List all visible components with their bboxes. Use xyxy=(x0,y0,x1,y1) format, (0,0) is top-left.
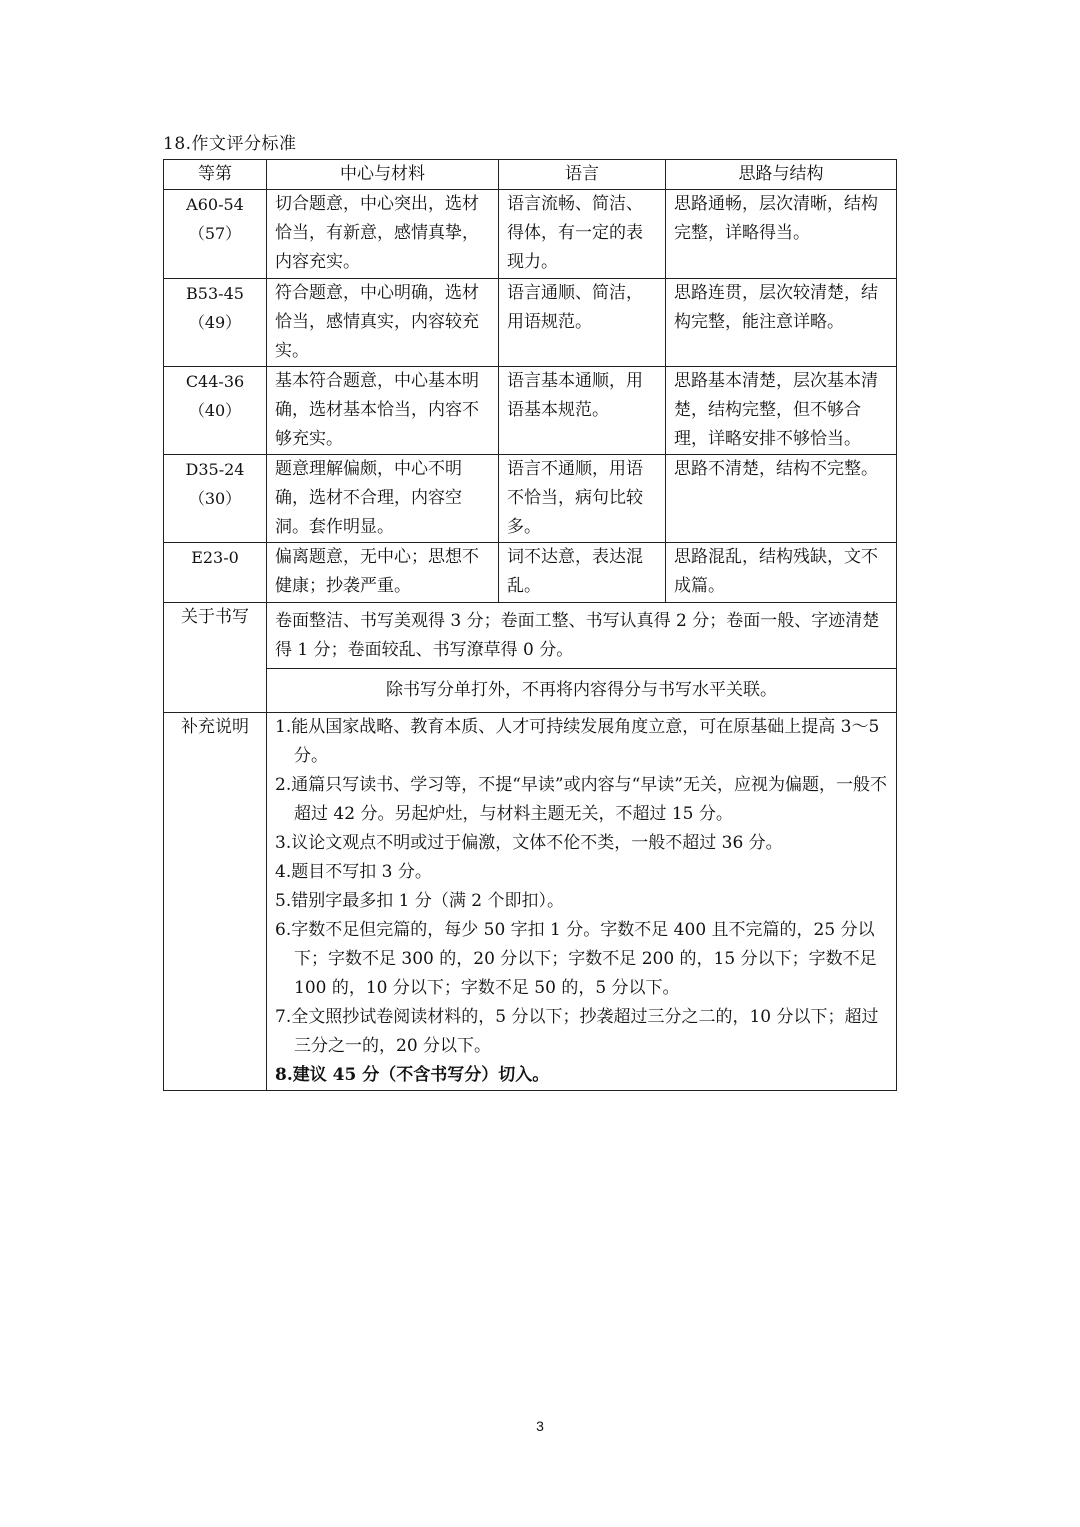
supplement-notes xyxy=(267,713,897,1091)
supplement-label: 补充说明 xyxy=(164,713,267,1091)
content-criteria: 符合题意，中心明确，选材恰当，感情真实，内容较充实。 xyxy=(267,279,499,367)
writing-rule: 卷面整洁、书写美观得 3 分；卷面工整、书写认真得 2 分；卷面一般、字迹清楚得 1 分；卷面较乱、书写潦草得 0 分。 xyxy=(267,603,897,669)
grade-level: D35-24 xyxy=(185,460,245,479)
grade-row-d xyxy=(164,455,897,543)
grade-row-a xyxy=(164,190,897,279)
content-criteria: 偏离题意，无中心；思想不健康；抄袭严重。 xyxy=(267,543,499,603)
grade-row-b xyxy=(164,279,897,367)
grade-score: （57） xyxy=(188,224,242,243)
grade-cell xyxy=(164,190,267,279)
header-grade: 等第 xyxy=(164,160,267,190)
grade-cell xyxy=(164,279,267,367)
grade-level: B53-45 xyxy=(186,284,244,303)
language-criteria: 语言通顺、简洁，用语规范。 xyxy=(499,279,666,367)
grading-table xyxy=(163,159,897,1091)
language-criteria: 语言基本通顺，用语基本规范。 xyxy=(499,367,666,455)
language-criteria: 词不达意，表达混乱。 xyxy=(499,543,666,603)
language-criteria: 语言不通顺，用语不恰当，病句比较多。 xyxy=(499,455,666,543)
grade-score: （40） xyxy=(188,401,242,420)
content-criteria: 基本符合题意，中心基本明确，选材基本恰当，内容不够充实。 xyxy=(267,367,499,455)
grade-level: E23-0 xyxy=(191,548,239,567)
grade-level: C44-36 xyxy=(185,372,245,391)
grade-cell xyxy=(164,543,267,603)
note-item: 1.能从国家战略、教育本质、人才可持续发展角度立意，可在原基础上提高 3～5 分。 xyxy=(275,717,880,766)
note-item: 8.建议 45 分（不含书写分）切入。 xyxy=(275,1065,550,1085)
grade-level: A60-54 xyxy=(186,195,244,214)
note-item: 7.全文照抄试卷阅读材料的，5 分以下；抄袭超过三分之二的，10 分以下；超过三分之一的，20 分以下。 xyxy=(275,1007,879,1056)
note-item: 2.通篇只写读书、学习等，不提“早读”或内容与“早读”无关，应视为偏题，一般不超过 42 分。另起炉灶，与材料主题无关，不超过 15 分。 xyxy=(275,775,887,824)
grade-cell xyxy=(164,455,267,543)
structure-criteria: 思路不清楚，结构不完整。 xyxy=(666,455,897,543)
content-criteria: 切合题意，中心突出，选材恰当，有新意，感情真挚，内容充实。 xyxy=(267,190,499,279)
header-language: 语言 xyxy=(499,160,666,190)
note-item: 5.错别字最多扣 1 分（满 2 个即扣）。 xyxy=(275,891,564,911)
content-criteria: 题意理解偏颇，中心不明确，选材不合理，内容空洞。套作明显。 xyxy=(267,455,499,543)
writing-note-row xyxy=(164,669,897,713)
grade-row-e xyxy=(164,543,897,603)
note-item: 3.议论文观点不明或过于偏激，文体不伦不类，一般不超过 36 分。 xyxy=(275,833,783,853)
grade-cell xyxy=(164,367,267,455)
grade-score: （49） xyxy=(188,313,242,332)
structure-criteria: 思路基本清楚，层次基本清楚，结构完整，但不够合理，详略安排不够恰当。 xyxy=(666,367,897,455)
header-row xyxy=(164,160,897,190)
supplement-row xyxy=(164,713,897,1091)
structure-criteria: 思路通畅，层次清晰，结构完整，详略得当。 xyxy=(666,190,897,279)
writing-label: 关于书写 xyxy=(164,603,267,713)
header-structure: 思路与结构 xyxy=(666,160,897,190)
structure-criteria: 思路连贯，层次较清楚，结构完整，能注意详略。 xyxy=(666,279,897,367)
language-criteria: 语言流畅、简洁、得体，有一定的表现力。 xyxy=(499,190,666,279)
grade-row-c xyxy=(164,367,897,455)
writing-row xyxy=(164,603,897,669)
page-title: 18.作文评分标准 xyxy=(163,134,297,154)
structure-criteria: 思路混乱，结构残缺，文不成篇。 xyxy=(666,543,897,603)
writing-note: 除书写分单打外，不再将内容得分与书写水平关联。 xyxy=(267,669,897,713)
page-number: 3 xyxy=(536,1418,544,1434)
header-content: 中心与材料 xyxy=(267,160,499,190)
note-item: 6.字数不足但完篇的，每少 50 字扣 1 分。字数不足 400 且不完篇的，25 分以下；字数不足 300 的，20 分以下；字数不足 200 的，15 分以下；字数不足 100 的，10 分以下；字数不足 50 的，5 分以下。 xyxy=(275,920,877,998)
note-item: 4.题目不写扣 3 分。 xyxy=(275,862,432,882)
grade-score: （30） xyxy=(188,489,242,508)
